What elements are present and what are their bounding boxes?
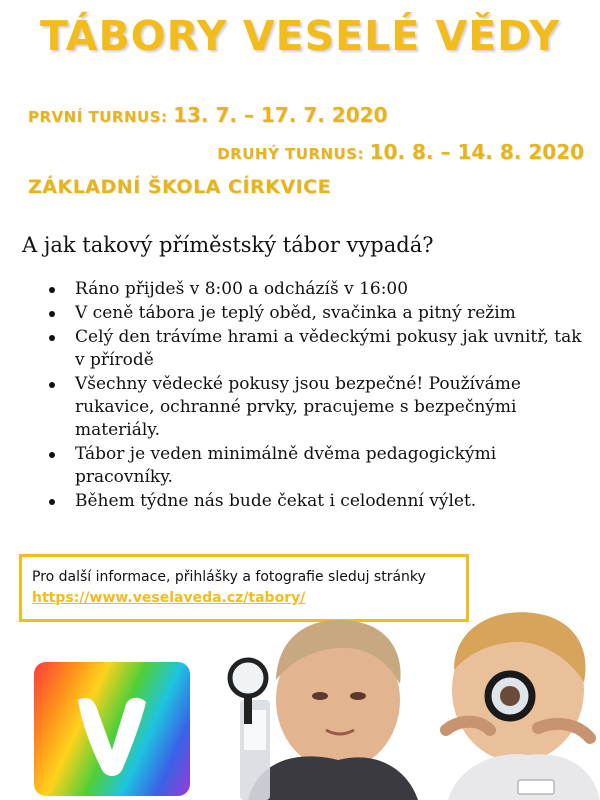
bullet-dot-icon — [49, 452, 55, 458]
poster-title: TÁBORY VESELÉ VĚDY — [39, 12, 561, 60]
bullet-dot-icon — [49, 335, 55, 341]
turnus-1-label: PRVNÍ TURNUS: — [28, 108, 168, 126]
list-item — [47, 302, 587, 325]
list-item-text: Celý den trávíme hrami a vědeckými pokusy jak uvnitř, tak v přírodě — [75, 327, 582, 370]
list-item — [47, 373, 587, 442]
list-item — [47, 443, 587, 489]
turnus-1-dates: 13. 7. – 17. 7. 2020 — [173, 103, 388, 127]
list-item-text: Tábor je veden minimálně dvěma pedagogickými pracovníky. — [75, 444, 497, 487]
v-letter-icon — [72, 690, 152, 780]
list-item — [47, 278, 587, 301]
camps-link[interactable]: https://www.veselaveda.cz/tabory/ — [32, 590, 306, 606]
turnus-2-label: DRUHÝ TURNUS: — [217, 145, 365, 163]
bullet-dot-icon — [49, 287, 55, 293]
turnus-1 — [28, 103, 387, 127]
turnus-2-dates: 10. 8. – 14. 8. 2020 — [369, 140, 584, 164]
feature-list — [47, 278, 587, 514]
bullet-dot-icon — [49, 499, 55, 505]
vesela-veda-v-logo-icon — [34, 662, 190, 796]
bullet-dot-icon — [49, 311, 55, 317]
kids-with-magnifiers-illustration — [218, 600, 600, 800]
turnus-2 — [217, 140, 584, 164]
school-name: ZÁKLADNÍ ŠKOLA CÍRKVICE — [28, 176, 332, 198]
list-item — [47, 326, 587, 372]
list-item-text: Během týdne nás bude čekat i celodenní výlet. — [75, 491, 477, 511]
info-message: Pro další informace, přihlášky a fotografie sleduj stránky — [32, 569, 426, 585]
bullet-dot-icon — [49, 382, 55, 388]
kids-photo — [218, 600, 600, 800]
list-item-text: Ráno přijdeš v 8:00 a odcházíš v 16:00 — [75, 279, 409, 299]
list-item — [47, 490, 587, 513]
list-item-text: V ceně tábora je teplý oběd, svačinka a pitný režim — [75, 303, 516, 323]
list-item-text: Všechny vědecké pokusy jsou bezpečné! Používáme rukavice, ochranné prvky, pracujeme s bezpečnými materiály. — [75, 374, 521, 440]
intro-question: A jak takový příměstský tábor vypadá? — [22, 233, 434, 257]
